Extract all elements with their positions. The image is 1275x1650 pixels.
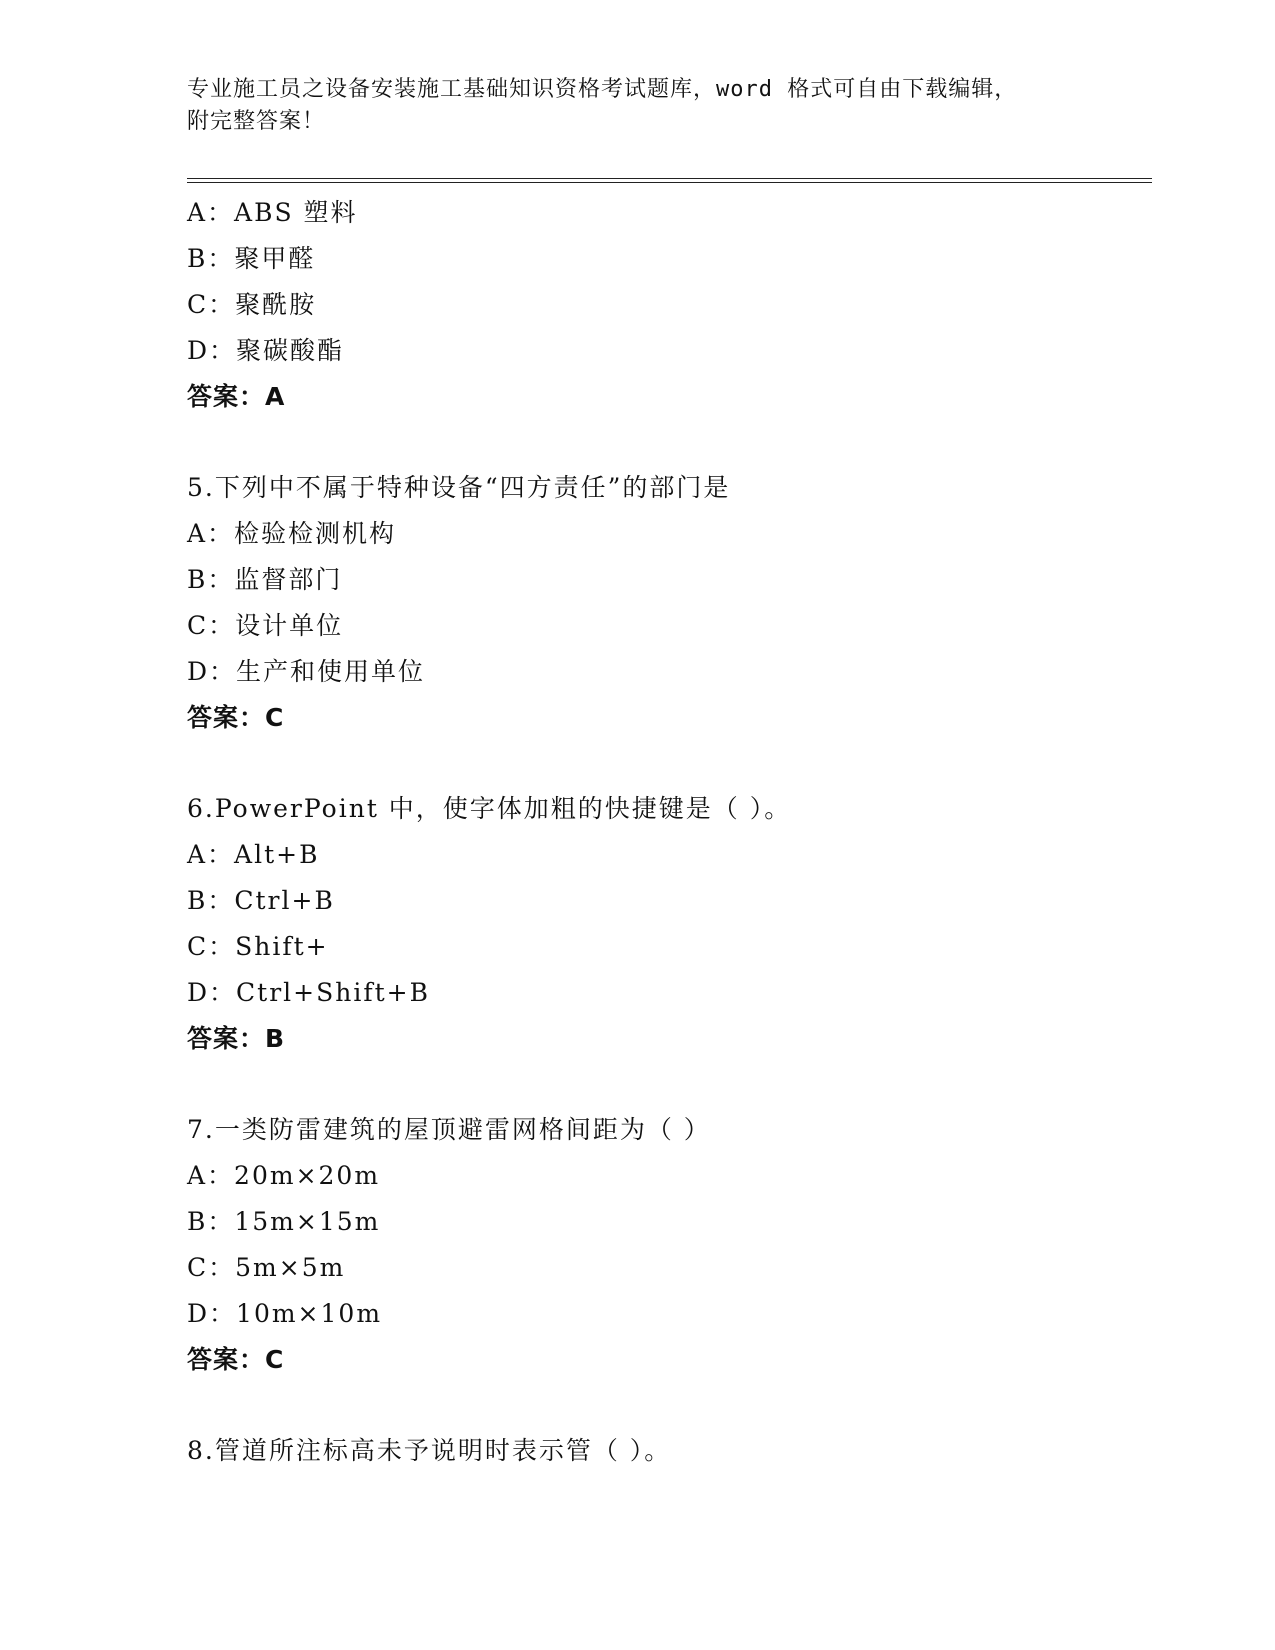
question-7-option-d: D：10m×10m	[187, 1299, 383, 1328]
question-5-answer: 答案：C	[187, 703, 285, 732]
question-4-answer: 答案：A	[187, 382, 286, 411]
question-7-option-a: A：20m×20m	[187, 1161, 381, 1190]
question-5-option-c: C：设计单位	[187, 611, 344, 640]
document-header	[187, 74, 1087, 138]
question-8	[187, 1427, 1147, 1474]
question-6-option-c: C：Shift+	[187, 932, 329, 961]
question-5-text: 5.下列中不属于特种设备“四方责任”的部门是	[187, 473, 731, 502]
question-5-option-b: B：监督部门	[187, 565, 343, 594]
header-divider-bottom	[187, 182, 1152, 183]
question-4-option-b: B：聚甲醛	[187, 244, 316, 273]
header-line-2: 附完整答案！	[187, 109, 326, 134]
spacer	[187, 1062, 1147, 1106]
header-divider-top	[187, 178, 1152, 179]
question-5-option-d: D：生产和使用单位	[187, 657, 426, 686]
question-8-text: 8.管道所注标高未予说明时表示管（ ）。	[187, 1436, 672, 1465]
question-6-option-d: D：Ctrl+Shift+B	[187, 978, 430, 1007]
spacer	[187, 1383, 1147, 1427]
question-7-option-c: C：5m×5m	[187, 1253, 346, 1282]
question-7-option-b: B：15m×15m	[187, 1207, 381, 1236]
question-7-answer: 答案：C	[187, 1345, 285, 1374]
header-line-1: 专业施工员之设备安装施工基础知识资格考试题库，word 格式可自由下载编辑，	[187, 77, 1018, 102]
question-list	[187, 190, 1147, 1474]
spacer	[187, 741, 1147, 785]
question-6-option-a: A：Alt+B	[187, 840, 320, 869]
question-6-option-b: B：Ctrl+B	[187, 886, 335, 915]
question-6-answer: 答案：B	[187, 1024, 286, 1053]
question-4-option-c: C：聚酰胺	[187, 290, 317, 319]
question-4	[187, 190, 1147, 420]
question-7	[187, 1106, 1147, 1383]
question-7-text: 7.一类防雷建筑的屋顶避雷网格间距为（ ）	[187, 1115, 711, 1144]
question-5-option-a: A：检验检测机构	[187, 519, 397, 548]
question-6-text: 6.PowerPoint 中，使字体加粗的快捷键是（ ）。	[187, 794, 792, 823]
question-4-option-a: A：ABS 塑料	[187, 198, 358, 227]
question-4-option-d: D：聚碳酸酯	[187, 336, 345, 365]
question-6	[187, 785, 1147, 1062]
question-5	[187, 464, 1147, 741]
spacer	[187, 420, 1147, 464]
